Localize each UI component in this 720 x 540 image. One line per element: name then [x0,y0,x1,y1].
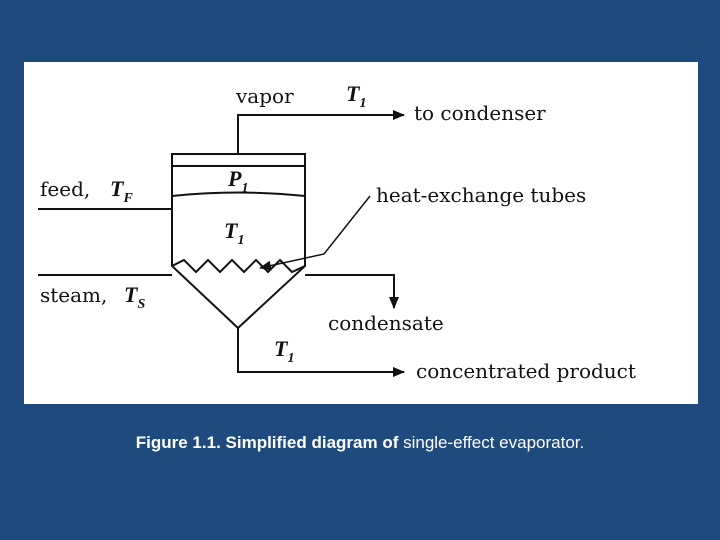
figure-caption [0,433,720,453]
to-condenser-label: to condenser [414,101,546,125]
feed-label: feed, [40,177,91,201]
feed-temperature-symbol: $T_F$ [110,176,133,206]
steam-label: steam, [40,283,108,307]
evaporator-diagram [24,62,698,404]
concentrated-product-label: concentrated product [416,359,636,383]
caption-suffix: single-effect evaporator. [403,433,585,452]
liquid-temperature-symbol: $T_1$ [224,218,245,248]
condensate-label: condensate [328,311,444,335]
tubes-leader-line [260,196,370,268]
vapor-temperature-symbol: $T_1$ [346,81,367,111]
steam-temperature-symbol: $T_S$ [124,282,146,312]
condensate-line [305,275,394,308]
evaporator-diagram-panel [24,62,698,404]
liquid-level [172,193,305,197]
vapor-label: vapor [236,84,294,108]
product-temperature-symbol: $T_1$ [274,336,295,366]
pressure-symbol: $P_1$ [228,166,249,196]
heat-exchange-tubes-label: heat-exchange tubes [376,183,587,207]
vapor-line [238,115,404,154]
caption-prefix: Figure 1.1. Simplified diagram of [135,433,404,452]
